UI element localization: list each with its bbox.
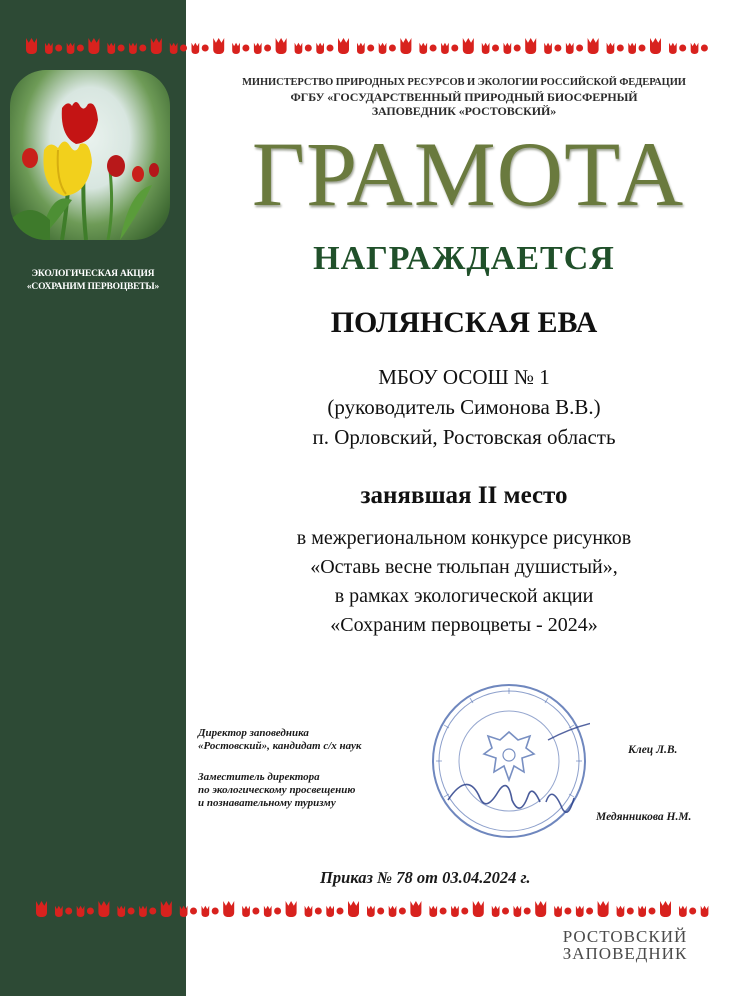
awarded-heading: НАГРАЖДАЕТСЯ (313, 240, 615, 277)
tulip-bud-ornament (430, 45, 437, 52)
tulip-ornament (482, 43, 490, 54)
organization-line1: ФГБУ «ГОСУДАРСТВЕННЫЙ ПРИРОДНЫЙ БИОСФЕРНЫЙ (290, 90, 638, 104)
deputy-title (198, 771, 355, 810)
tulip-ornament (598, 901, 609, 917)
tulip-ornament (566, 43, 574, 54)
deputy-title-line2: по экологическому просвещению (198, 784, 356, 796)
issuer-header (186, 76, 742, 118)
tulip-bud-ornament (149, 908, 156, 915)
tulip-ornament (232, 43, 240, 54)
tulip-ornament (367, 906, 375, 917)
tulip-bud-ornament (65, 908, 72, 915)
tulip-ornament (338, 38, 349, 54)
tulip-ornament (617, 906, 625, 917)
tulip-ornament (588, 38, 599, 54)
tulip-ornament (514, 906, 522, 917)
official-seal (428, 680, 590, 842)
top-tulip-border (20, 34, 720, 58)
side-caption-line2: «СОХРАНИМ ПЕРВОЦВЕТЫ» (26, 282, 160, 292)
tulip-ornament (544, 43, 552, 54)
tulip-ornament (213, 38, 224, 54)
tulip-bud-ornament (440, 908, 447, 915)
recipient-school: МБОУ ОСОШ № 1 (378, 365, 550, 389)
tulip-bud-ornament (564, 908, 571, 915)
tulip-ornament (98, 901, 109, 917)
tulip-ornament (254, 43, 262, 54)
tulip-ornament (316, 43, 324, 54)
tulip-ornament (286, 901, 297, 917)
director-title-line2: «Ростовский», кандидат с/х наук (198, 740, 362, 752)
tulip-ornament (264, 906, 272, 917)
tulip-ornament (326, 906, 334, 917)
tulip-ornament (419, 43, 427, 54)
tulip-ornament (305, 906, 313, 917)
reserve-logo (540, 928, 710, 962)
tulip-bud-ornament (264, 45, 271, 52)
tulip-bud-ornament (377, 908, 384, 915)
tulip-ornament (67, 43, 75, 54)
tulip-photo (10, 70, 170, 240)
bottom-tulip-border (30, 897, 710, 921)
tulip-ornament (36, 901, 47, 917)
tulip-ornament (107, 43, 115, 54)
side-caption (4, 268, 182, 294)
tulip-bud-ornament (118, 45, 125, 52)
tulip-bud-ornament (190, 908, 197, 915)
tulip-bud-ornament (212, 908, 219, 915)
tulip-ornament (242, 906, 250, 917)
tulip-bud-ornament (514, 45, 521, 52)
tulip-ornament (492, 906, 500, 917)
order-reference: Приказ № 78 от 03.04.2024 г. (320, 868, 531, 887)
tulip-ornament (473, 901, 484, 917)
tulip-bud-ornament (139, 45, 146, 52)
tulip-ornament (202, 906, 210, 917)
tulip-ornament (535, 901, 546, 917)
tulip-ornament (117, 906, 125, 917)
tulip-ornament (295, 43, 303, 54)
tulip-bud-ornament (451, 45, 458, 52)
tulip-ornament (504, 43, 512, 54)
tulip-bud-ornament (367, 45, 374, 52)
tulip-ornament (669, 43, 677, 54)
tulip-bud-ornament (679, 45, 686, 52)
tulip-ornament (348, 901, 359, 917)
deputy-title-line3: и познавательному туризму (198, 797, 336, 809)
tulip-ornament (400, 38, 411, 54)
director-name: Клец Л.В. (628, 744, 678, 756)
tulip-bud-ornament (305, 45, 312, 52)
tulip-ornament (650, 38, 661, 54)
tulip-bud-ornament (492, 45, 499, 52)
tulip-bud-ornament (701, 45, 708, 52)
tulip-bud-ornament (77, 45, 84, 52)
deputy-title-line1: Заместитель директора (198, 771, 320, 783)
tulip-bud-ornament (461, 908, 468, 915)
tulip-bud-ornament (502, 908, 509, 915)
tulip-bud-ornament (627, 908, 634, 915)
recipient-details (186, 362, 742, 452)
contest-line3: в рамках экологической акции (334, 585, 594, 607)
tulip-ornament (660, 901, 671, 917)
tulip-bud-ornament (554, 45, 561, 52)
tulip-bud-ornament (87, 908, 94, 915)
tulip-ornament (628, 43, 636, 54)
tulip-bud-ornament (689, 908, 696, 915)
tulip-ornament (451, 906, 459, 917)
tulip-ornament (691, 43, 699, 54)
tulip-ornament (55, 906, 63, 917)
tulip-ornament (180, 906, 188, 917)
tulip-ornament (389, 906, 397, 917)
tulip-ornament (701, 906, 709, 917)
tulip-ornament (192, 43, 200, 54)
recipient-supervisor: (руководитель Симонова В.В.) (327, 395, 601, 419)
tulip-bud-ornament (649, 908, 656, 915)
tulip-bud-ornament (315, 908, 322, 915)
tulip-ornament (463, 38, 474, 54)
certificate-title: ГРАМОТА (251, 123, 685, 225)
tulip-ornament (379, 43, 387, 54)
tulip-ornament (357, 43, 365, 54)
tulip-ornament (45, 43, 53, 54)
ministry-line: МИНИСТЕРСТВО ПРИРОДНЫХ РЕСУРСОВ И ЭКОЛОГИИ РОССИЙСКОЙ ФЕДЕРАЦИИ (242, 77, 686, 88)
tulip-bud-ornament (202, 45, 209, 52)
tulip-ornament (441, 43, 449, 54)
tulip-bud-ornament (337, 908, 344, 915)
tulip-ornament (429, 906, 437, 917)
tulip-bud-ornament (617, 45, 624, 52)
tulip-bud-ornament (55, 45, 62, 52)
director-title (198, 727, 361, 753)
recipient-name: ПОЛЯНСКАЯ ЕВА (330, 306, 598, 339)
tulip-bud-ornament (252, 908, 259, 915)
tulip-bud-ornament (274, 908, 281, 915)
tulip-ornament (576, 906, 584, 917)
tulip-ornament (607, 43, 615, 54)
tulip-bud-ornament (128, 908, 135, 915)
director-title-line1: Директор заповедника (198, 727, 309, 739)
tulip-ornament (129, 43, 137, 54)
tulip-ornament (88, 38, 99, 54)
tulip-ornament (410, 901, 421, 917)
tulip-bud-ornament (639, 45, 646, 52)
reserve-logo-line2: ЗАПОВЕДНИК (562, 944, 688, 963)
achievement-place: занявшая II место (360, 482, 568, 509)
tulip-bud-ornament (586, 908, 593, 915)
contest-line2: «Оставь весне тюльпан душистый», (310, 556, 618, 578)
reserve-logo-line1: РОСТОВСКИЙ (562, 927, 688, 946)
tulip-ornament (151, 38, 162, 54)
tulip-bud-ornament (389, 45, 396, 52)
achievement-description (186, 524, 742, 640)
tulip-ornament (77, 906, 85, 917)
tulip-ornament (679, 906, 687, 917)
deputy-name: Медянникова Н.М. (596, 811, 692, 823)
organization-line2: ЗАПОВЕДНИК «РОСТОВСКИЙ» (371, 104, 557, 118)
tulip-ornament (139, 906, 147, 917)
tulip-ornament (26, 38, 37, 54)
tulip-bud-ornament (180, 45, 187, 52)
tulip-ornament (525, 38, 536, 54)
tulip-ornament (638, 906, 646, 917)
tulip-bud-ornament (242, 45, 249, 52)
tulip-ornament (223, 901, 234, 917)
side-caption-line1: ЭКОЛОГИЧЕСКАЯ АКЦИЯ (31, 269, 155, 279)
tulip-bud-ornament (576, 45, 583, 52)
tulip-ornament (554, 906, 562, 917)
tulip-ornament (170, 43, 178, 54)
contest-line4: «Сохраним первоцветы - 2024» (330, 614, 598, 636)
tulip-bud-ornament (399, 908, 406, 915)
recipient-location: п. Орловский, Ростовская область (312, 425, 616, 449)
tulip-bud-ornament (524, 908, 531, 915)
contest-line1: в межрегиональном конкурсе рисунков (296, 527, 632, 549)
tulip-bud-ornament (327, 45, 334, 52)
tulip-ornament (276, 38, 287, 54)
tulip-ornament (161, 901, 172, 917)
side-band (0, 0, 186, 996)
